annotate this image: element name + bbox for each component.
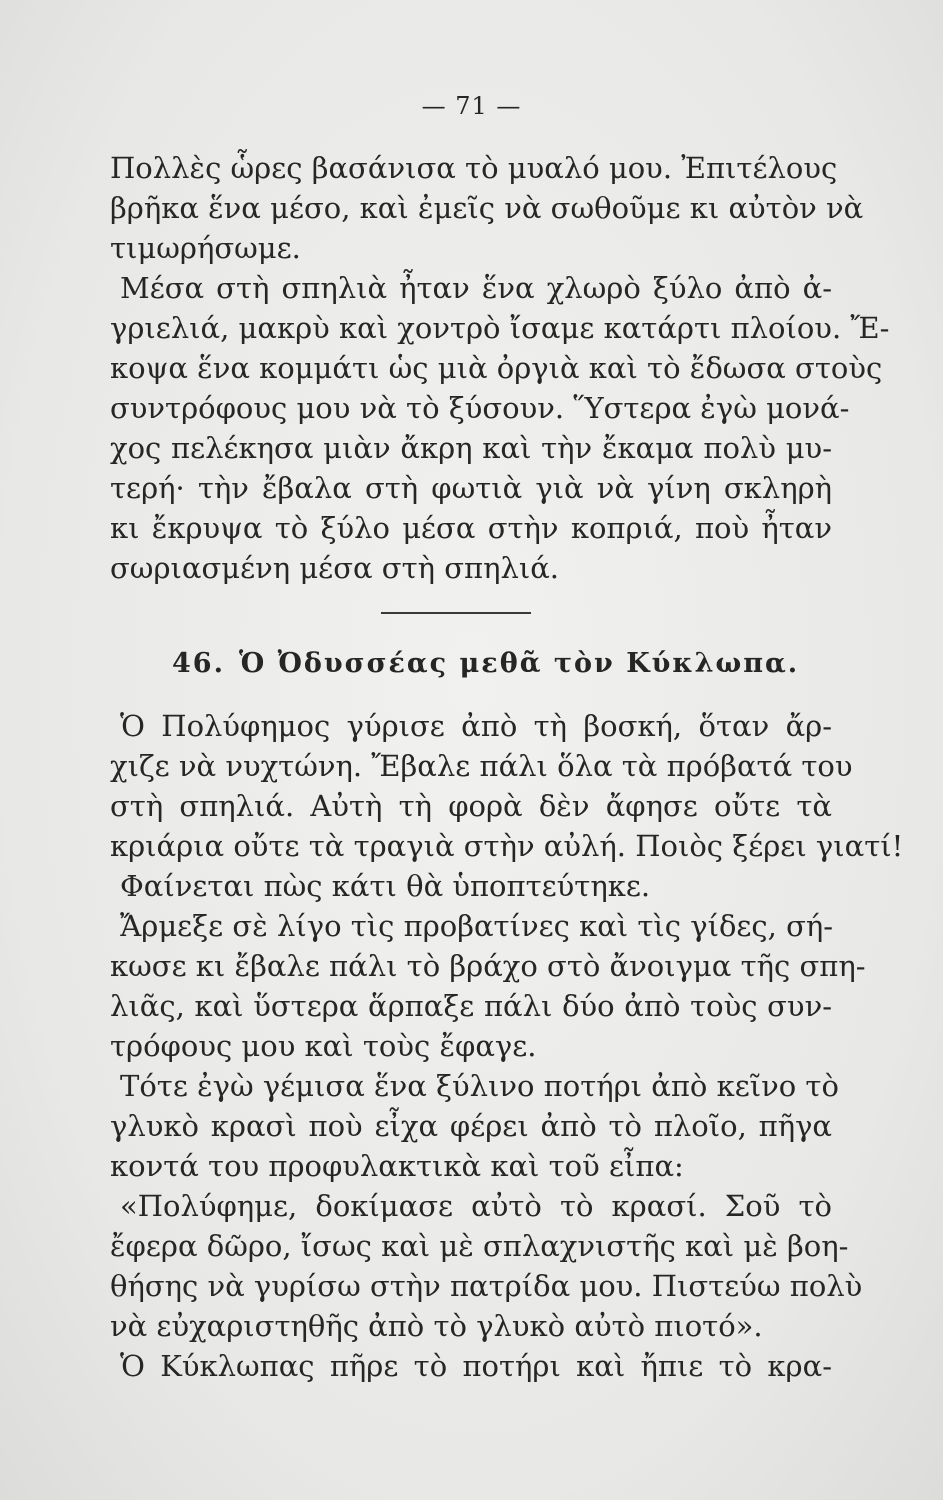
section-heading (172, 648, 799, 679)
text-line: βρῆκα ἕνα μέσο, καὶ ἐμεῖς νὰ σωθοῦμε κι αὐτὸν νὰ (110, 191, 864, 225)
text-line: τερή· τὴν ἔβαλα στὴ φωτιὰ γιὰ νὰ γίνη σκληρὴ (110, 471, 832, 505)
section-divider (381, 612, 531, 614)
text-line: Ὁ Κύκλωπας πῆρε τὸ ποτήρι καὶ ἤπιε τὸ κρα- (120, 1349, 832, 1383)
text-line: γλυκὸ κρασὶ ποὺ εἶχα φέρει ἀπὸ τὸ πλοῖο, πῆγα (110, 1109, 832, 1143)
paragraph-top (110, 148, 890, 588)
text-line: κοψα ἕνα κομμάτι ὡς μιὰ ὀργιὰ καὶ τὸ ἔδωσα στοὺς (110, 351, 883, 385)
text-line: χος πελέκησα μιὰν ἄκρη καὶ τὴν ἔκαμα πολὺ μυ- (110, 431, 832, 465)
text-line: Τότε ἐγὼ γέμισα ἕνα ξύλινο ποτήρι ἀπὸ κεῖνο τὸ (120, 1069, 839, 1103)
text-line: κριάρια οὔτε τὰ τραγιὰ στὴν αὐλή. Ποιὸς ξέρει γιατί! (110, 829, 904, 863)
text-line: Ὁ Πολύφημος γύρισε ἀπὸ τὴ βοσκή, ὅταν ἄρ- (120, 709, 832, 743)
text-line: χιζε νὰ νυχτώνη. Ἔβαλε πάλι ὅλα τὰ πρόβατά του (110, 749, 853, 783)
text-line: κωσε κι ἔβαλε πάλι τὸ βράχο στὸ ἄνοιγμα τῆς σπη- (110, 949, 866, 983)
section-number: 46. (172, 648, 225, 679)
text-line: θήσης νὰ γυρίσω στὴν πατρίδα μου. Πιστεύω πολὺ (110, 1269, 863, 1303)
text-line: νὰ εὐχαριστηθῆς ἀπὸ τὸ γλυκὸ αὐτὸ πιοτό». (110, 1309, 763, 1343)
text-line: Ἄρμεξε σὲ λίγο τὶς προβατίνες καὶ τὶς γίδες, σή- (120, 909, 834, 943)
text-line: γριελιά, μακρὺ καὶ χοντρὸ ἴσαμε κατάρτι πλοίου. Ἔ- (110, 311, 890, 345)
text-line: Φαίνεται πὼς κάτι θὰ ὑποπτεύτηκε. (120, 869, 651, 903)
text-line: στὴ σπηλιά. Αὐτὴ τὴ φορὰ δὲν ἄφησε οὔτε τὰ (110, 789, 832, 823)
text-line: Μέσα στὴ σπηλιὰ ἦταν ἕνα χλωρὸ ξύλο ἀπὸ ἀ- (120, 271, 832, 305)
text-line: ἔφερα δῶρο, ἴσως καὶ μὲ σπλαχνιστῆς καὶ μὲ βοη- (110, 1229, 849, 1263)
text-line: τρόφους μου καὶ τοὺς ἔφαγε. (110, 1029, 537, 1063)
paragraph-bottom (110, 706, 904, 1386)
text-line: Πολλὲς ὧρες βασάνισα τὸ μυαλό μου. Ἐπιτέλους (110, 151, 838, 185)
text-line: «Πολύφημε, δοκίμασε αὐτὸ τὸ κρασί. Σοῦ τὸ (120, 1189, 832, 1223)
section-title: Ὁ Ὀδυσσέας μεθᾶ τὸν Κύκλωπα. (238, 648, 800, 679)
text-line: συντρόφους μου νὰ τὸ ξύσουν. Ὕστερα ἐγὼ μονά- (110, 391, 850, 425)
text-line: λιᾶς, καὶ ὕστερα ἅρπαξε πάλι δύο ἀπὸ τοὺς συν- (110, 989, 832, 1023)
text-line: κοντά του προφυλακτικὰ καὶ τοῦ εἶπα: (110, 1149, 684, 1183)
text-line: τιμωρήσωμε. (110, 231, 301, 265)
page-number: — 71 — (421, 92, 522, 120)
text-line: κι ἔκρυψα τὸ ξύλο μέσα στὴν κοπριά, ποὺ ἦταν (110, 511, 832, 545)
text-line: σωριασμένη μέσα στὴ σπηλιά. (110, 551, 560, 585)
